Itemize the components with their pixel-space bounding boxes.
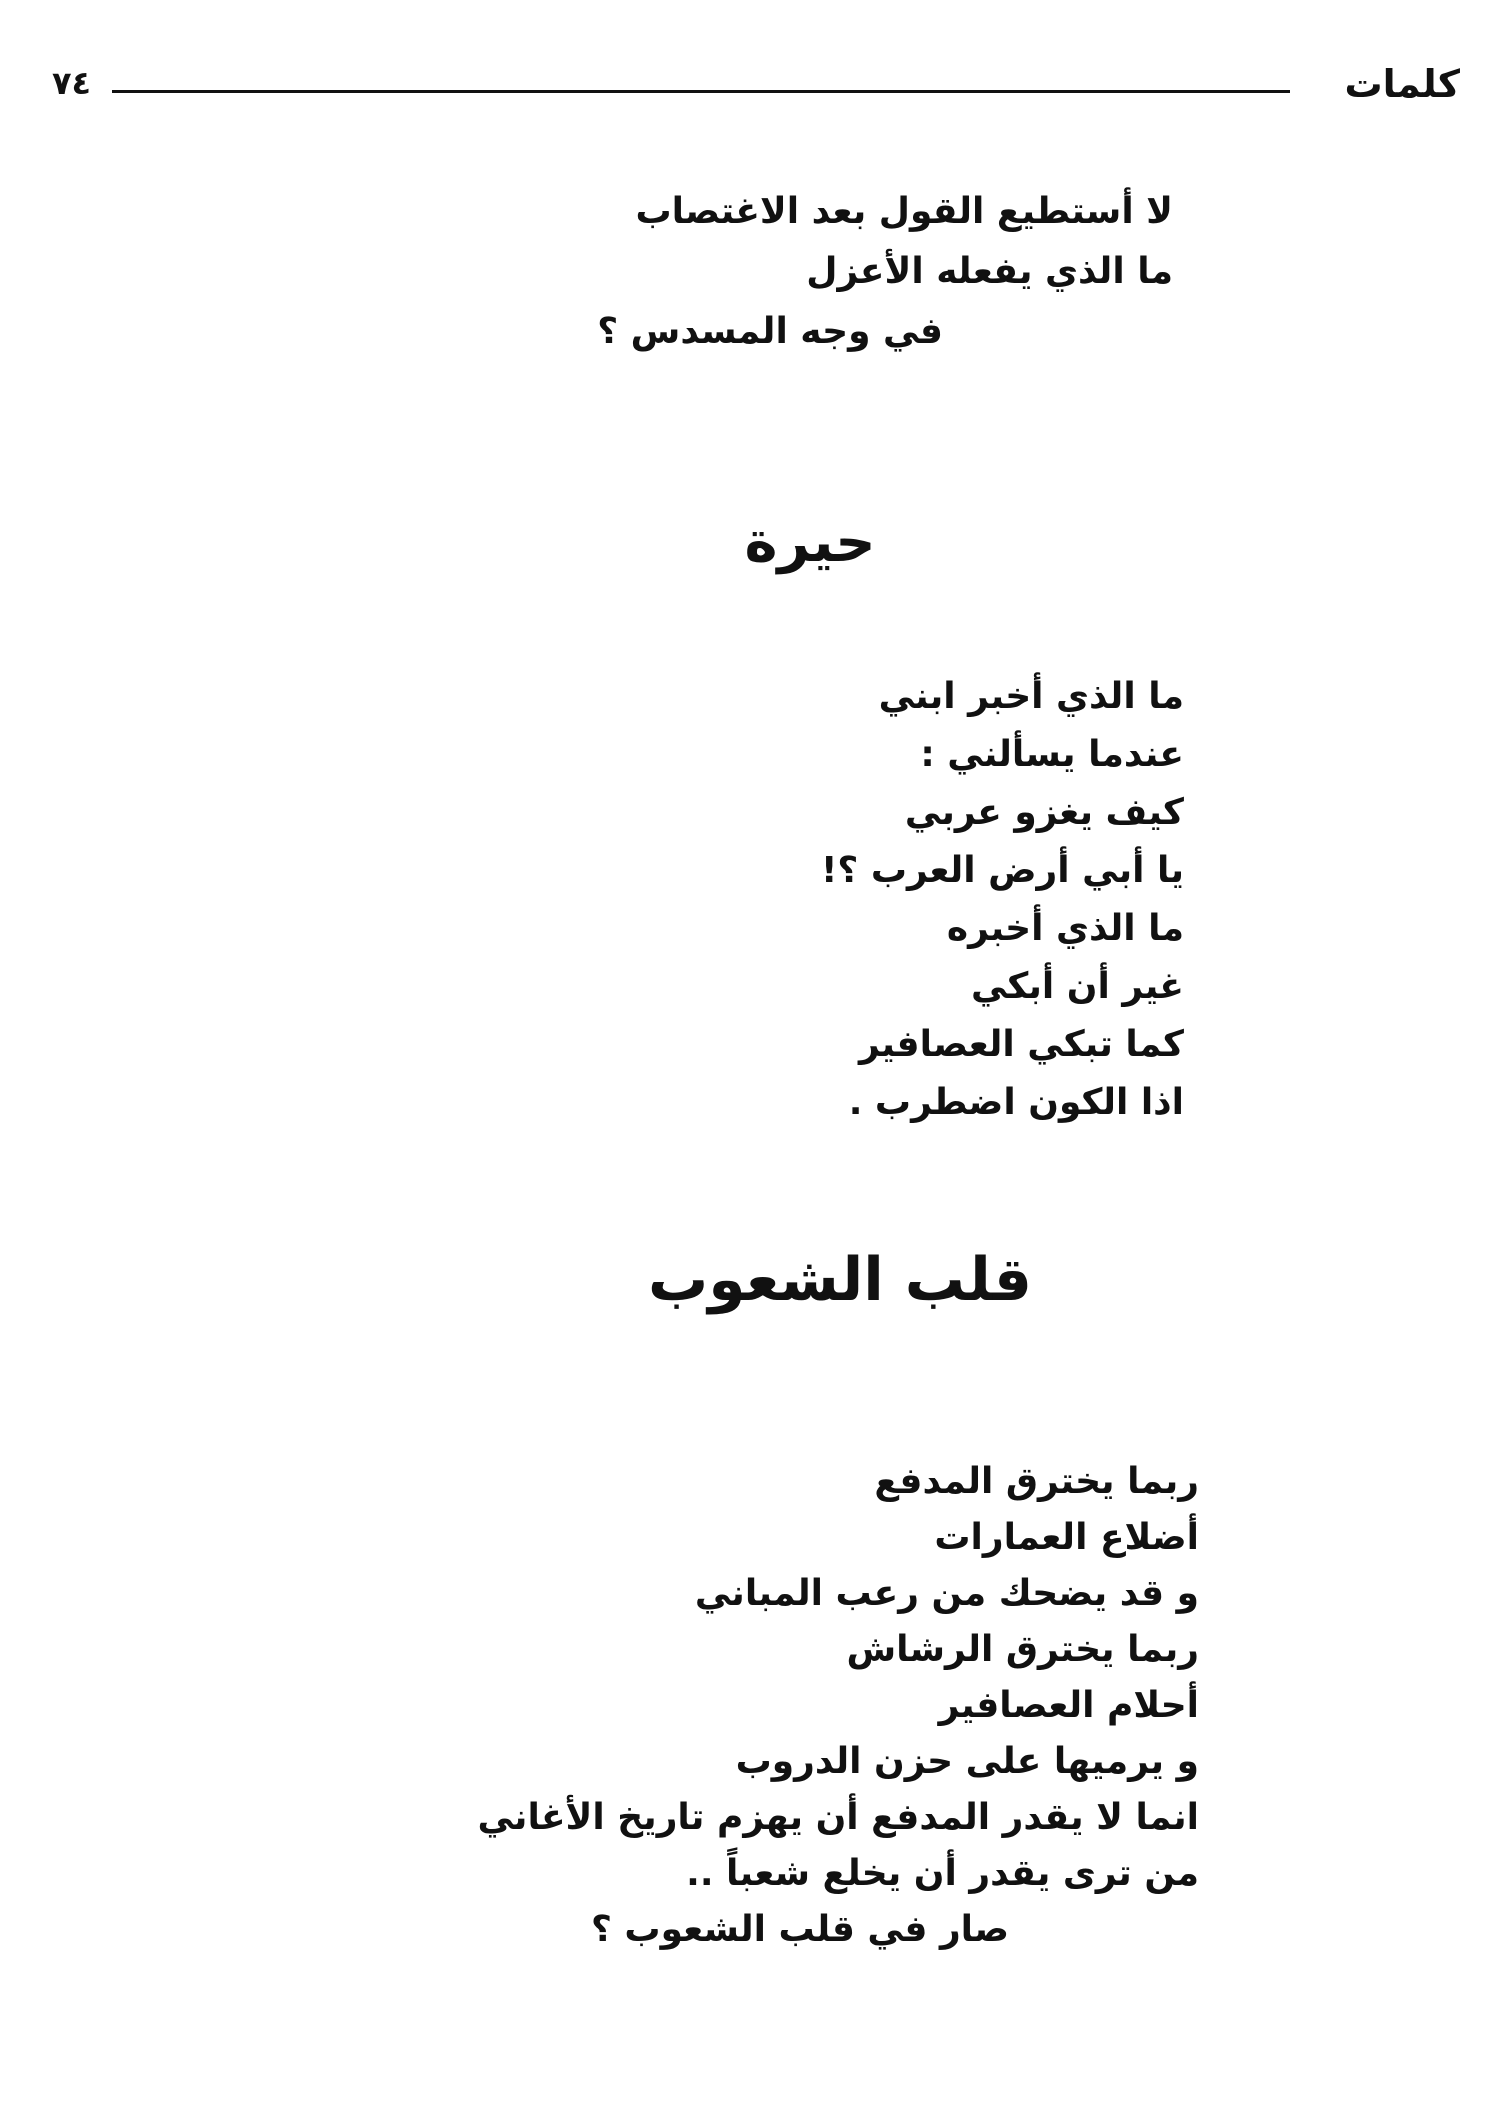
poem-line: انما لا يقدر المدفع أن يهزم تاريخ الأغاني [477,1797,1199,1838]
poem-line: لا أستطيع القول بعد الاغتصاب [635,191,1173,232]
poem-line: ما الذي أخبره [946,908,1184,949]
poem-body [478,1454,1200,1958]
header-rule [112,90,1290,93]
poem-title: حيرة [744,510,876,575]
page-number: ٧٤ [52,64,92,102]
poem-line: في وجه المسدس ؟ [597,311,943,352]
poem-line: من ترى يقدر أن يخلع شعباً .. [686,1853,1199,1894]
poem-line: عندما يسألني : [920,734,1184,775]
poem-line: يا أبي أرض العرب ؟! [821,850,1184,891]
poem-line: كما تبكي العصافير [858,1024,1184,1065]
poem-line: ربما يخترق المدفع [874,1461,1199,1502]
poem-line: ربما يخترق الرشاش [846,1629,1199,1670]
running-title: كلمات [1344,62,1460,106]
poem-continuation [597,182,1173,362]
poem-line: صار في قلب الشعوب ؟ [591,1909,1009,1950]
poem-line: كيف يغزو عربي [904,792,1184,833]
poem-line: ما الذي أخبر ابني [878,676,1184,717]
poem-line: غير أن أبكي [970,966,1184,1007]
poem-line: اذا الكون اضطرب . [848,1082,1184,1123]
poem-body [821,668,1184,1132]
poem-line: و قد يضحك من رعب المباني [694,1573,1199,1614]
poem-title: قلب الشعوب [647,1245,1033,1315]
poem-line: و يرميها على حزن الدروب [735,1741,1199,1782]
poem-line: أحلام العصافير [938,1685,1199,1726]
poem-line: ما الذي يفعله الأعزل [806,251,1173,292]
poem-line: أضلاع العمارات [934,1517,1199,1558]
